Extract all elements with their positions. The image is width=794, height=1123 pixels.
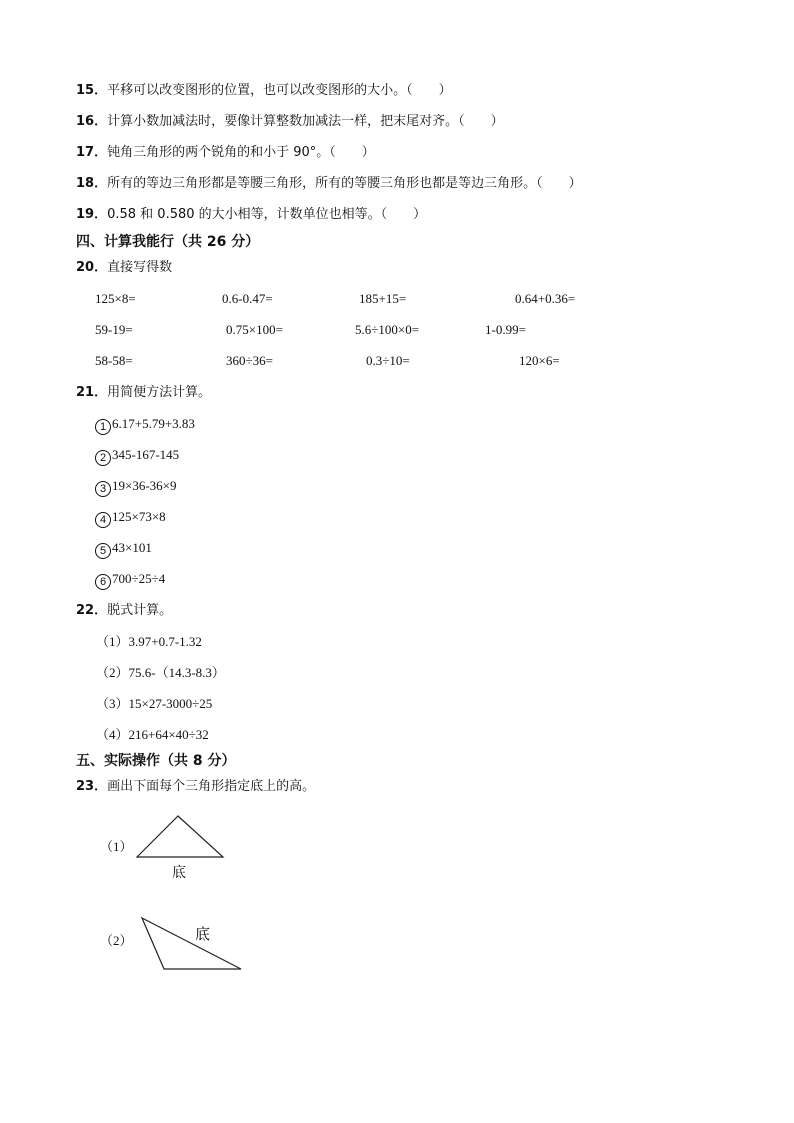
question-19-text: 0.58 和 0.580 的大小相等，计数单位也相等。（ ） bbox=[107, 207, 427, 222]
list-item: 4 125×73×8 bbox=[95, 508, 166, 528]
list-item: （1）3.97+0.7-1.32 bbox=[96, 634, 202, 649]
calc-item: 0.64+0.36= bbox=[515, 291, 576, 306]
question-18-text: 所有的等边三角形都是等腰三角形，所有的等腰三角形也都是等边三角形。（ ） bbox=[107, 176, 582, 191]
question-23: 23．画出下面每个三角形指定底上的高。 bbox=[76, 779, 316, 794]
circled-number: 2 bbox=[95, 450, 111, 466]
list-item: 2 345-167-145 bbox=[95, 446, 179, 466]
list-item: 3 19×36-36×9 bbox=[95, 477, 177, 497]
calc-item: 0.3÷10= bbox=[366, 353, 410, 368]
question-21-text: 用简便方法计算。 bbox=[107, 385, 212, 400]
calc-item: 185+15= bbox=[359, 291, 407, 306]
list-item: （3）15×27-3000÷25 bbox=[96, 696, 213, 711]
list-item: 6 700÷25÷4 bbox=[95, 570, 165, 590]
question-20-text: 直接写得数 bbox=[107, 260, 173, 275]
question-19: 19．0.58 和 0.580 的大小相等，计数单位也相等。（ ） bbox=[76, 207, 427, 222]
question-17: 17．钝角三角形的两个锐角的和小于 90°。（ ） bbox=[76, 145, 375, 160]
question-15: 15．平移可以改变图形的位置，也可以改变图形的大小。（ ） bbox=[76, 83, 452, 98]
question-20: 20．直接写得数 bbox=[76, 260, 173, 275]
figure-2-label: （2） bbox=[100, 933, 133, 948]
figure-1-label: （1） bbox=[100, 839, 133, 854]
calc-item: 5.6÷100×0= bbox=[355, 322, 420, 337]
triangle-figure-1 bbox=[130, 812, 230, 862]
section-4-heading: 四、计算我能行（共 26 分） bbox=[76, 234, 260, 250]
question-22: 22．脱式计算。 bbox=[76, 603, 173, 618]
calc-item: 120×6= bbox=[519, 353, 560, 368]
calc-item: 0.75×100= bbox=[226, 322, 283, 337]
figure-1-base-label: 底 bbox=[172, 866, 186, 881]
question-22-text: 脱式计算。 bbox=[107, 603, 173, 618]
calc-item: 0.6-0.47= bbox=[222, 291, 273, 306]
list-item: （2）75.6-（14.3-8.3） bbox=[96, 665, 225, 680]
circled-number: 1 bbox=[95, 419, 111, 435]
section-5-heading: 五、实际操作（共 8 分） bbox=[76, 753, 236, 769]
question-18: 18．所有的等边三角形都是等腰三角形，所有的等腰三角形也都是等边三角形。（ ） bbox=[76, 176, 582, 191]
figure-2-base-label: 底 bbox=[195, 927, 211, 943]
question-16-text: 计算小数加减法时，要像计算整数加减法一样，把末尾对齐。（ ） bbox=[107, 114, 504, 129]
calc-item: 58-58= bbox=[95, 353, 133, 368]
circled-number: 5 bbox=[95, 543, 111, 559]
calc-item: 59-19= bbox=[95, 322, 133, 337]
list-item: （4）216+64×40÷32 bbox=[96, 727, 209, 742]
circled-number: 6 bbox=[95, 574, 111, 590]
calc-item: 125×8= bbox=[95, 291, 136, 306]
question-16: 16．计算小数加减法时，要像计算整数加减法一样，把末尾对齐。（ ） bbox=[76, 114, 504, 129]
question-15-text: 平移可以改变图形的位置，也可以改变图形的大小。（ ） bbox=[107, 83, 452, 98]
question-23-text: 画出下面每个三角形指定底上的高。 bbox=[107, 779, 316, 794]
calc-item: 1-0.99= bbox=[485, 322, 526, 337]
list-item: 5 43×101 bbox=[95, 539, 152, 559]
circled-number: 3 bbox=[95, 481, 111, 497]
calc-item: 360÷36= bbox=[226, 353, 273, 368]
circled-number: 4 bbox=[95, 512, 111, 528]
list-item: 1 6.17+5.79+3.83 bbox=[95, 415, 195, 435]
question-17-text: 钝角三角形的两个锐角的和小于 90°。（ ） bbox=[107, 145, 375, 160]
question-21: 21．用简便方法计算。 bbox=[76, 385, 212, 400]
triangle-figure-2 bbox=[135, 912, 250, 974]
